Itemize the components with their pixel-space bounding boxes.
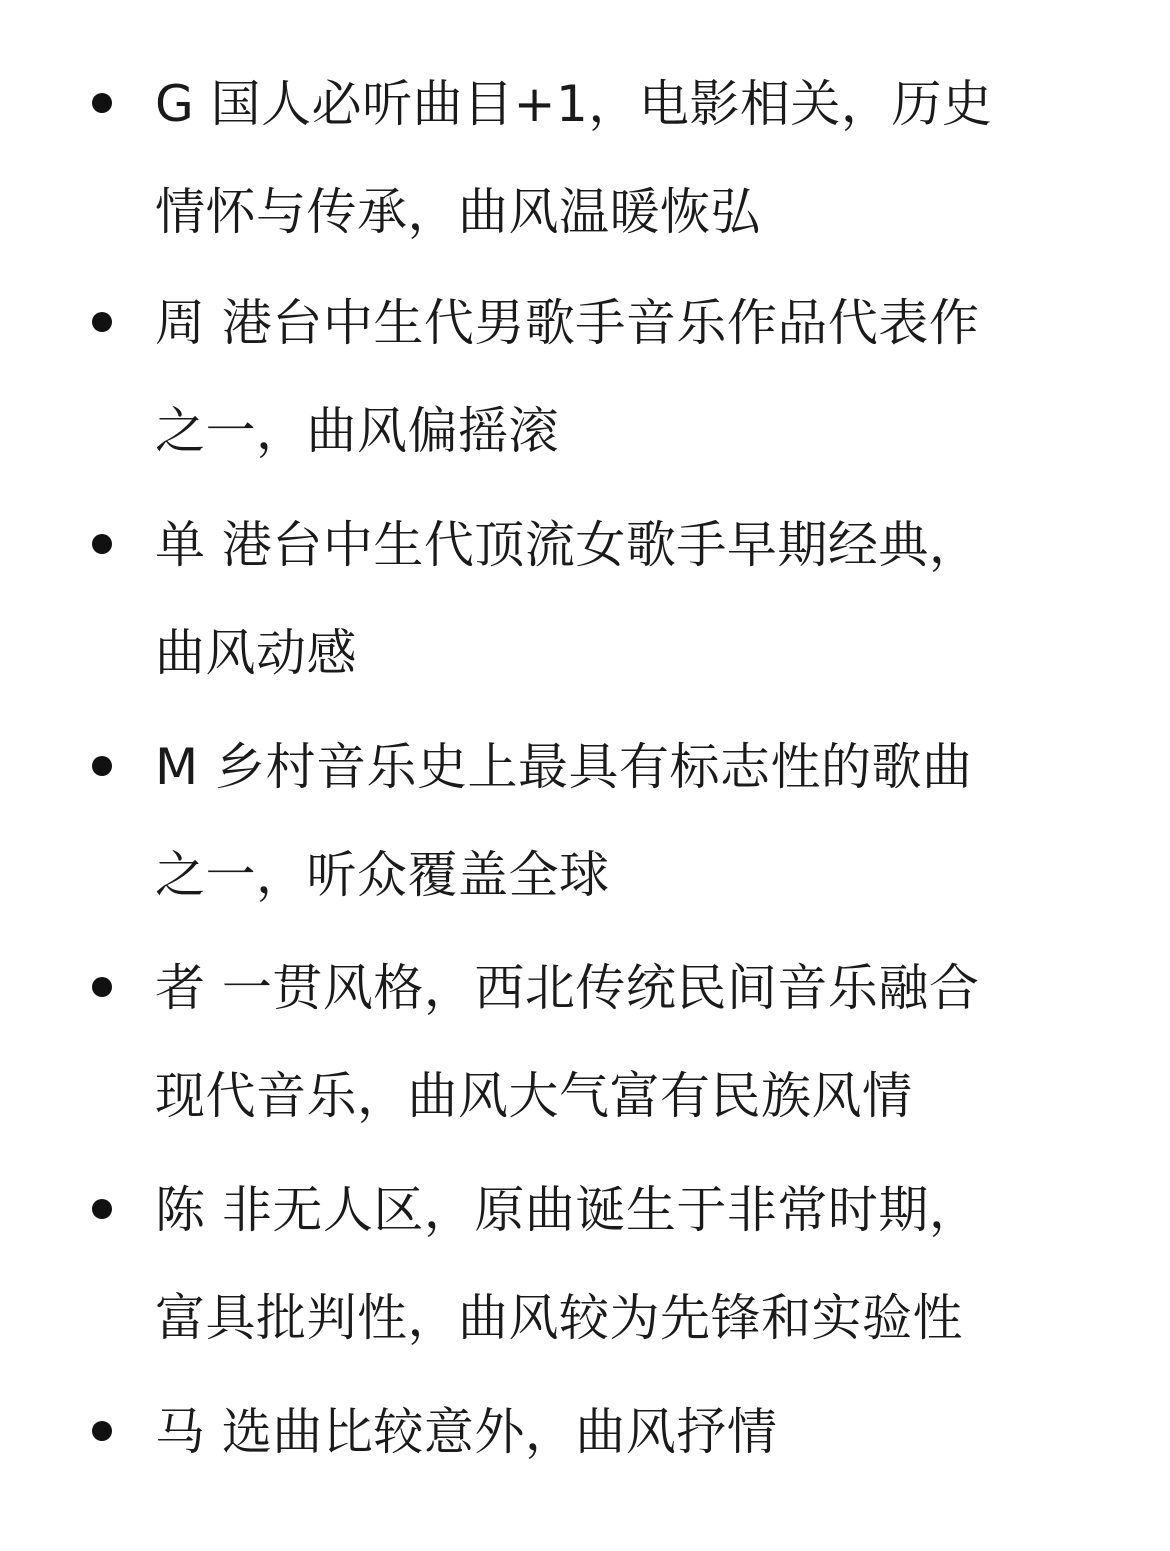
list-item-text: [155, 1156, 1070, 1372]
list-item-text: [155, 713, 1070, 929]
bullet-icon: [92, 93, 112, 113]
bullet-icon: [92, 756, 112, 776]
list-item-line: 陈 非无人区，原曲诞生于非常时期，: [155, 1181, 980, 1239]
list-item-line: 者 一贯风格，西北传统民间音乐融合: [155, 959, 980, 1017]
list-item-text: [155, 1378, 1070, 1486]
bullet-icon: [92, 1421, 112, 1441]
list-item-text: [155, 491, 1070, 707]
list-item-line: 现代音乐，曲风大气富有民族风情: [155, 1067, 913, 1125]
list-item-line: 曲风动感: [155, 624, 357, 682]
list-item-line: 之一，曲风偏摇滚: [155, 402, 559, 460]
bullet-icon: [92, 977, 112, 997]
list-item-line: G 国人必听曲目+1，电影相关，历史: [155, 75, 993, 133]
bullet-icon: [92, 534, 112, 554]
list-item-line: 马 选曲比较意外，曲风抒情: [155, 1403, 778, 1461]
list-item-text: [155, 934, 1070, 1150]
list-item-line: 富具批判性，曲风较为先锋和实验性: [155, 1289, 963, 1347]
list-item-text: [155, 269, 1070, 485]
bullet-icon: [92, 1199, 112, 1219]
list-item-line: 单 港台中生代顶流女歌手早期经典，: [155, 516, 980, 574]
bullet-icon: [92, 312, 112, 332]
list-item-line: 情怀与传承，曲风温暖恢弘: [155, 183, 761, 241]
list-item-text: [155, 50, 1070, 266]
list-item-line: 之一，听众覆盖全球: [155, 846, 610, 904]
list-item-line: 周 港台中生代男歌手音乐作品代表作: [155, 294, 980, 352]
list-item-line: M 乡村音乐史上最具有标志性的歌曲: [155, 738, 973, 796]
